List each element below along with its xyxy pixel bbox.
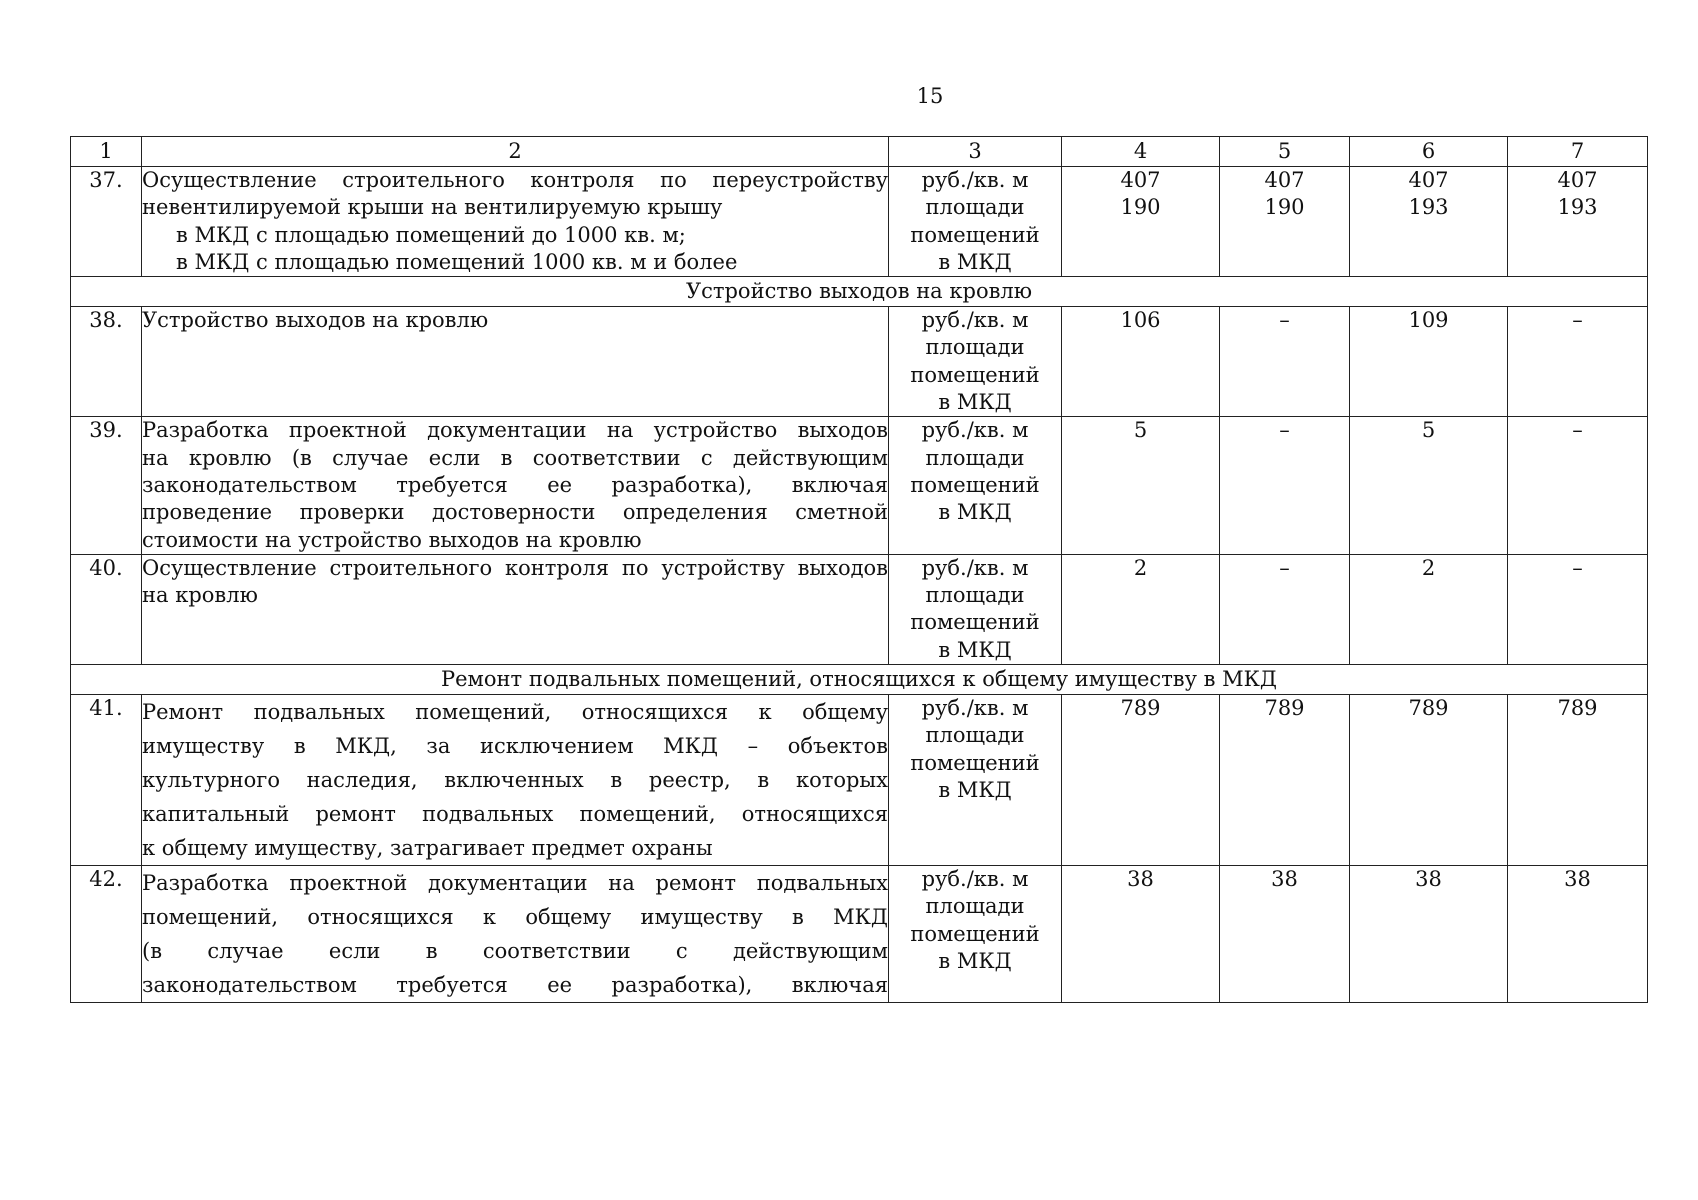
text-line: (в случае если в соответствии с действующим <box>142 939 888 964</box>
column-header: 3 <box>889 137 1062 167</box>
column-header: 2 <box>142 137 889 167</box>
row-description <box>142 167 889 277</box>
value-cell <box>1062 167 1220 277</box>
unit-line: в МКД <box>938 949 1012 974</box>
table-row <box>71 307 1648 417</box>
value-cell: 106 <box>1062 307 1220 417</box>
value-cell <box>1220 167 1350 277</box>
text-line: на кровлю (в случае если в соответствии с действующим <box>142 445 888 470</box>
text-line: законодательством требуется ее разработка), включая <box>142 973 888 998</box>
row-number: 42. <box>71 866 142 1003</box>
text-line: Разработка проектной документации на ремонт подвальных <box>142 871 888 896</box>
value-cell: 2 <box>1062 554 1220 664</box>
value-cell: – <box>1220 554 1350 664</box>
column-header: 4 <box>1062 137 1220 167</box>
column-header: 6 <box>1350 137 1508 167</box>
value-cell: 2 <box>1350 554 1508 664</box>
unit-line: площади <box>925 723 1025 748</box>
unit-line: площади <box>925 894 1025 919</box>
table-row <box>71 167 1648 277</box>
section-row <box>71 665 1648 695</box>
table-row <box>71 866 1648 1003</box>
value-cell: 789 <box>1350 695 1508 866</box>
value: 407 <box>1264 168 1305 192</box>
value-cell: 5 <box>1350 417 1508 554</box>
value: 190 <box>1120 195 1161 220</box>
row-description <box>142 417 889 554</box>
row-number: 40. <box>71 554 142 664</box>
text-line: имуществу в МКД, за исключением МКД – объектов <box>142 734 888 759</box>
value-cell <box>1508 167 1648 277</box>
column-header: 7 <box>1508 137 1648 167</box>
unit-line: помещений <box>910 362 1040 387</box>
section-title: Ремонт подвальных помещений, относящихся к общему имуществу в МКД <box>71 665 1648 695</box>
row-number: 41. <box>71 695 142 866</box>
text-line: Ремонт подвальных помещений, относящихся к общему <box>142 700 888 725</box>
value: 193 <box>1408 195 1449 220</box>
value: 407 <box>1408 168 1449 192</box>
value-cell: 789 <box>1062 695 1220 866</box>
unit-line: руб./кв. м <box>921 168 1029 192</box>
value: 193 <box>1557 195 1598 220</box>
value: 407 <box>1120 168 1161 192</box>
text-line: законодательством требуется ее разработка), включая <box>142 472 888 497</box>
text-line: к общему имуществу, затрагивает предмет охраны <box>142 836 713 861</box>
table-row <box>71 695 1648 866</box>
value-cell: 38 <box>1350 866 1508 1003</box>
row-description <box>142 695 889 866</box>
unit-line: руб./кв. м <box>921 867 1029 892</box>
text-line: Устройство выходов на кровлю <box>142 308 489 333</box>
value-cell: – <box>1220 417 1350 554</box>
unit-line: помещений <box>910 472 1040 497</box>
unit-line: площади <box>925 445 1025 470</box>
column-header: 1 <box>71 137 142 167</box>
unit-cell <box>889 554 1062 664</box>
text-line: капитальный ремонт подвальных помещений, относящихся <box>142 802 888 827</box>
unit-line: площади <box>925 195 1025 220</box>
row-description <box>142 307 889 417</box>
text-line: в МКД с площадью помещений до 1000 кв. м; <box>176 222 686 247</box>
value-cell: – <box>1220 307 1350 417</box>
unit-line: в МКД <box>938 637 1012 662</box>
value-cell: 109 <box>1350 307 1508 417</box>
unit-line: в МКД <box>938 249 1012 274</box>
row-number: 37. <box>71 167 142 277</box>
page-number: 15 <box>916 84 944 108</box>
unit-line: помещений <box>910 222 1040 247</box>
value-cell: 789 <box>1508 695 1648 866</box>
value-cell: 38 <box>1220 866 1350 1003</box>
value-cell: – <box>1508 307 1648 417</box>
text-line: проведение проверки достоверности определения сметной <box>142 500 888 525</box>
row-number: 38. <box>71 307 142 417</box>
row-description <box>142 866 889 1003</box>
unit-cell <box>889 417 1062 554</box>
section-title: Устройство выходов на кровлю <box>71 277 1648 307</box>
unit-cell <box>889 695 1062 866</box>
unit-cell <box>889 307 1062 417</box>
unit-line: руб./кв. м <box>921 308 1029 333</box>
value-cell: 789 <box>1220 695 1350 866</box>
unit-line: площади <box>925 335 1025 360</box>
unit-line: в МКД <box>938 777 1012 802</box>
unit-line: помещений <box>910 750 1040 775</box>
text-line: Разработка проектной документации на устройство выходов <box>142 418 888 443</box>
table-row <box>71 554 1648 664</box>
tariff-table <box>70 136 1648 1003</box>
column-header: 5 <box>1220 137 1350 167</box>
unit-line: руб./кв. м <box>921 418 1029 443</box>
value: 190 <box>1264 195 1305 220</box>
text-line: Осуществление строительного контроля по переустройству <box>142 168 888 192</box>
value-cell: 38 <box>1062 866 1220 1003</box>
value-cell: 38 <box>1508 866 1648 1003</box>
text-line: на кровлю <box>142 583 258 608</box>
value-cell: – <box>1508 417 1648 554</box>
row-description <box>142 554 889 664</box>
text-line: в МКД с площадью помещений 1000 кв. м и более <box>176 249 738 274</box>
unit-cell <box>889 167 1062 277</box>
text-line: помещений, относящихся к общему имуществу в МКД <box>142 905 888 930</box>
section-row <box>71 277 1648 307</box>
unit-line: площади <box>925 583 1025 608</box>
value-cell: 5 <box>1062 417 1220 554</box>
value: 407 <box>1557 168 1598 192</box>
unit-cell <box>889 866 1062 1003</box>
text-line: невентилируемой крыши на вентилируемую крышу <box>142 195 723 220</box>
unit-line: в МКД <box>938 500 1012 525</box>
table-row <box>71 417 1648 554</box>
value-cell: – <box>1508 554 1648 664</box>
unit-line: в МКД <box>938 390 1012 415</box>
unit-line: руб./кв. м <box>921 555 1029 580</box>
unit-line: помещений <box>910 921 1040 946</box>
header-row <box>71 137 1648 167</box>
text-line: Осуществление строительного контроля по устройству выходов <box>142 555 888 580</box>
row-number: 39. <box>71 417 142 554</box>
text-line: стоимости на устройство выходов на кровлю <box>142 527 642 552</box>
unit-line: руб./кв. м <box>921 696 1029 721</box>
text-line: культурного наследия, включенных в реестр, в которых <box>142 768 888 793</box>
value-cell <box>1350 167 1508 277</box>
unit-line: помещений <box>910 610 1040 635</box>
